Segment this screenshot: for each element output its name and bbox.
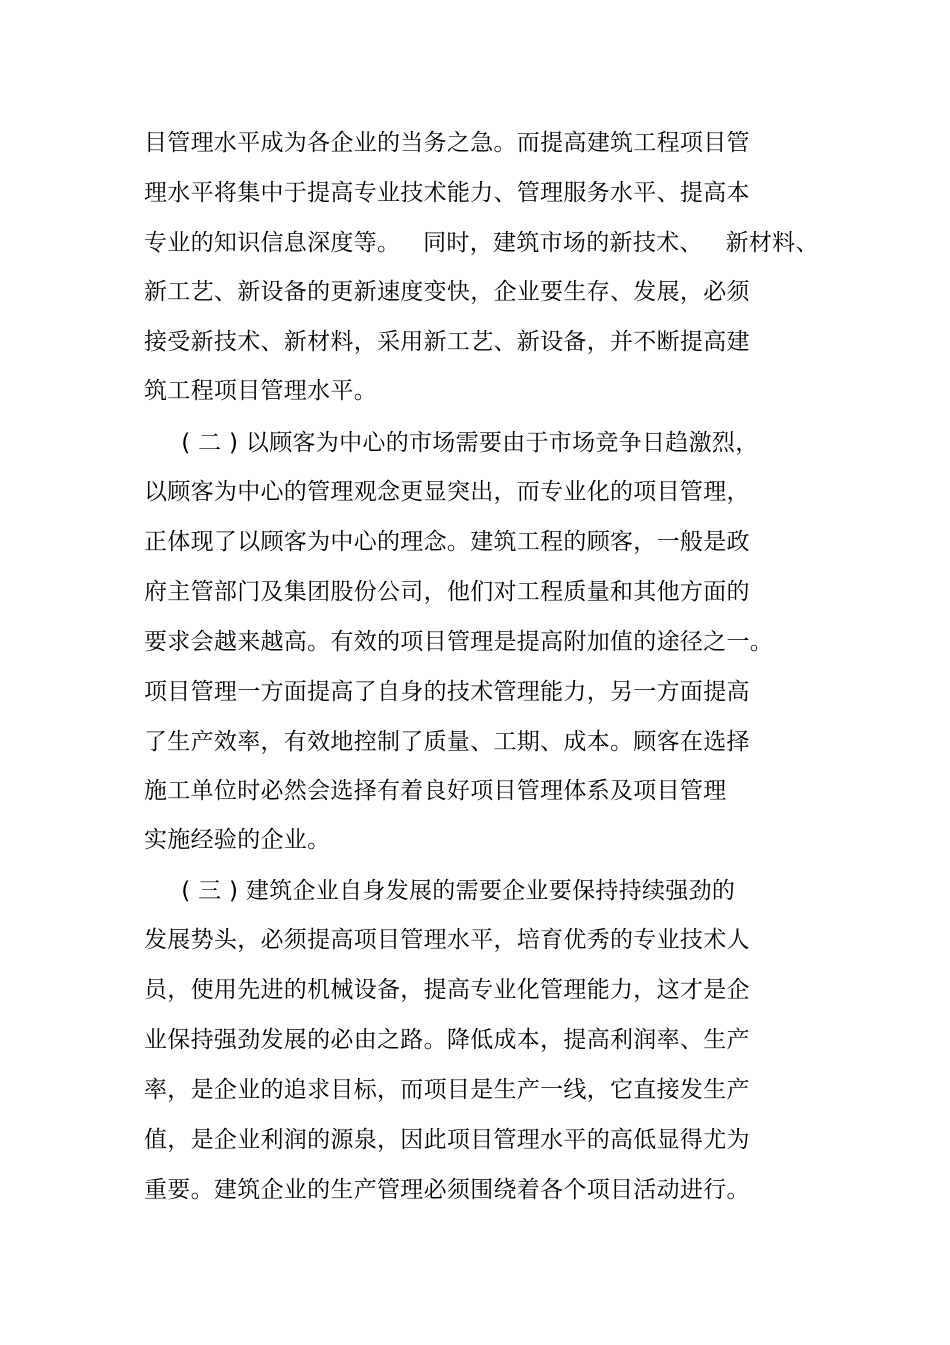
text-line: 专业的知识信息深度等。 同时，建筑市场的新技术、 新材料、 — [144, 230, 819, 256]
text-line: 业保持强劲发展的必由之路。降低成本，提高利润率、生产 — [144, 1027, 750, 1053]
section-heading-line: ( 二 ) 以顾客为中心的市场需要由于市场竞争日趋激烈， — [166, 430, 759, 456]
text-line: 实施经验的企业。 — [144, 827, 331, 853]
text-line: 发展势头，必须提高项目管理水平，培育优秀的专业技术人 — [144, 927, 750, 953]
section-heading-line: ( 三 ) 建筑企业自身发展的需要企业要保持持续强劲的 — [166, 878, 736, 904]
text-line: 要求会越来越高。有效的项目管理是提高附加值的途径之一。 — [144, 629, 774, 655]
text-line: 目管理水平成为各企业的当务之急。而提高建筑工程项目管 — [144, 130, 750, 156]
text-line: 重要。建筑企业的生产管理必须围绕着各个项目活动进行。 — [144, 1177, 750, 1203]
text-line: 员，使用先进的机械设备，提高专业化管理能力，这才是企 — [144, 977, 750, 1003]
text-line: 率，是企业的追求目标，而项目是生产一线，它直接发生产 — [144, 1077, 750, 1103]
text-line: 以顾客为中心的管理观念更显突出，而专业化的项目管理， — [144, 479, 750, 505]
text-line: 接受新技术、新材料，采用新工艺、新设备，并不断提高建 — [144, 329, 750, 355]
text-line: 项目管理一方面提高了自身的技术管理能力，另一方面提高 — [144, 679, 750, 705]
text-line: 正体现了以顾客为中心的理念。建筑工程的顾客，一般是政 — [144, 529, 750, 555]
text-line: 值，是企业利润的源泉，因此项目管理水平的高低显得尤为 — [144, 1127, 750, 1153]
text-line: 筑工程项目管理水平。 — [144, 378, 377, 404]
text-line: 了生产效率，有效地控制了质量、工期、成本。顾客在选择 — [144, 729, 750, 755]
text-line: 理水平将集中于提高专业技术能力、管理服务水平、提高本 — [144, 180, 750, 206]
text-line: 新工艺、新设备的更新速度变快，企业要生存、发展，必须 — [144, 279, 750, 305]
text-line: 府主管部门及集团股份公司，他们对工程质量和其他方面的 — [144, 579, 750, 605]
text-line: 施工单位时必然会选择有着良好项目管理体系及项目管理 — [144, 778, 727, 804]
